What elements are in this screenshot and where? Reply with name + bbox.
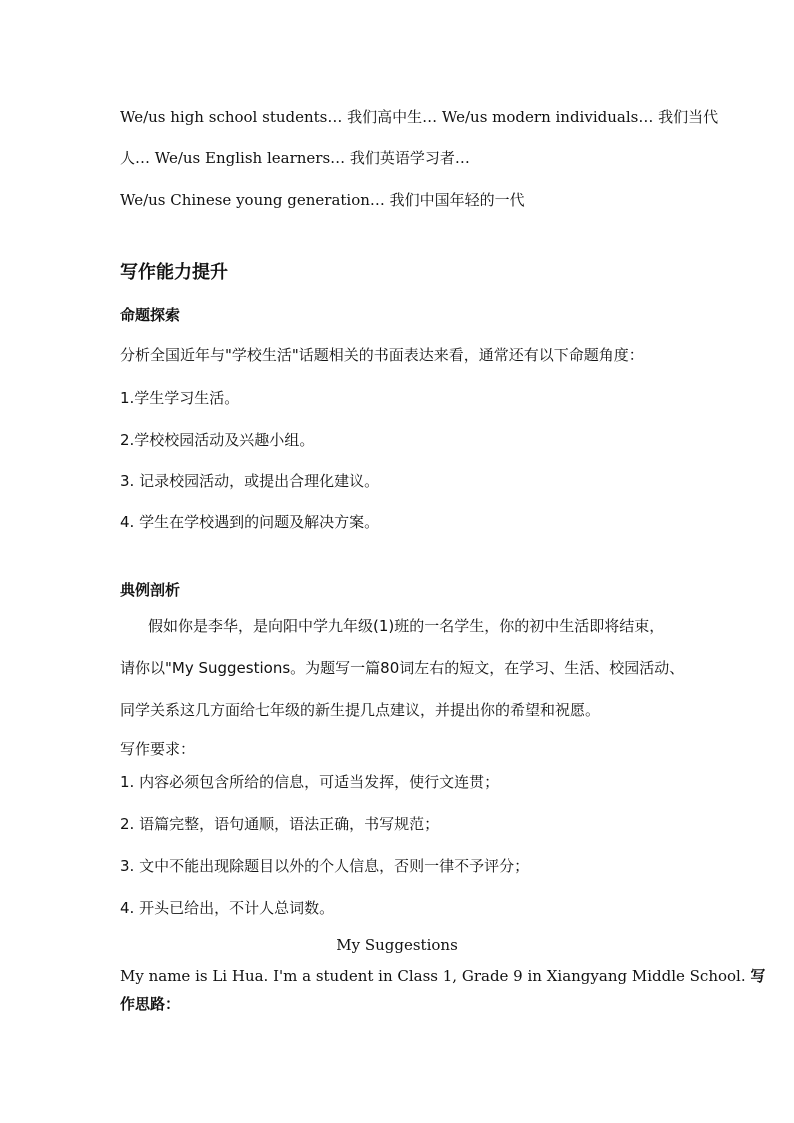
intro-line-1: We/us high school students… 我们高中生… We/us modern individuals… 我们当代 [120,108,719,126]
intro-line-3: We/us Chinese young generation… 我们中国年轻的一代 [120,191,525,209]
subsection-title-example-analysis: 典例剖析 [120,581,181,599]
subsection-title-topic-exploration: 命题探索 [120,306,181,324]
topic-item-2: 2.学校校园活动及兴趣小组。 [120,431,315,449]
section-title: 写作能力提升 [120,262,228,283]
example-paragraph-line-1: 假如你是李华，是向阳中学九年级(1)班的一名学生，你的初中生活即将结束， [148,617,665,635]
requirement-item-3: 3. 文中不能出现除题目以外的个人信息，否则一律不予评分； [120,857,530,875]
requirements-title: 写作要求： [120,740,196,758]
writing-tip-part-2: 作思路： [120,995,181,1013]
requirement-item-4: 4. 开头已给出，不计人总词数。 [120,899,335,917]
essay-opening-line: My name is Li Hua. I'm a student in Class 1, Grade 9 in Xiangyang Middle School. [120,967,746,985]
topic-exploration-lead: 分析全国近年与"学校生活"话题相关的书面表达来看，通常还有以下命题角度： [120,346,644,364]
intro-line-2: 人… We/us English learners… 我们英语学习者… [120,149,470,167]
example-paragraph-line-2: 请你以"My Suggestions。为题写一篇80词左右的短文，在学习、生活、校园活动、 [120,659,685,677]
example-paragraph-line-3: 同学关系这几方面给七年级的新生提几点建议，并提出你的希望和祝愿。 [120,701,601,719]
writing-tip-part-1: 写 [750,967,766,985]
topic-item-3: 3. 记录校园活动，或提出合理化建议。 [120,472,380,490]
requirement-item-1: 1. 内容必须包含所给的信息，可适当发挥，使行文连贯； [120,773,500,791]
essay-title: My Suggestions [336,936,458,954]
topic-item-4: 4. 学生在学校遇到的问题及解决方案。 [120,513,380,531]
requirement-item-2: 2. 语篇完整，语句通顺，语法正确，书写规范； [120,815,440,833]
topic-item-1: 1.学生学习生活。 [120,389,240,407]
essay-opening-row [120,966,766,986]
